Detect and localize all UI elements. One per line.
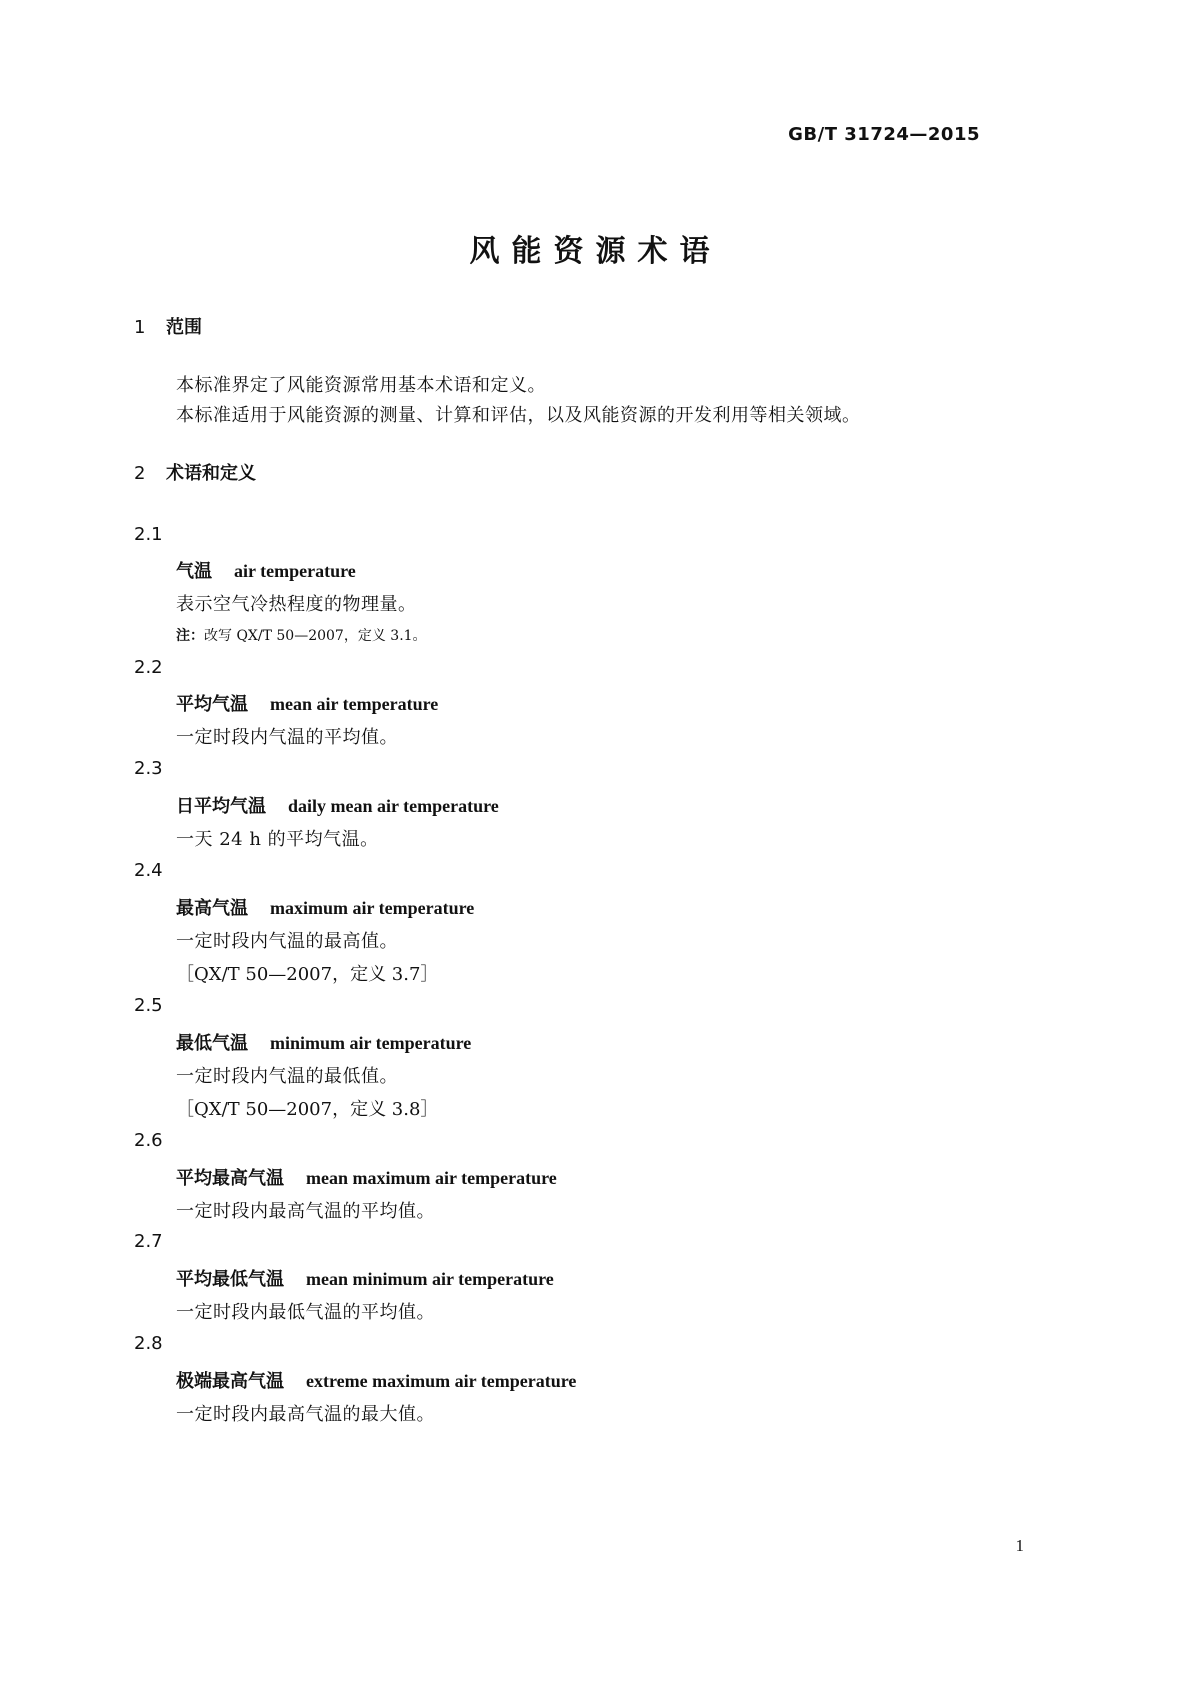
term-number: 2.5: [134, 995, 163, 1016]
term-heading: [176, 1367, 576, 1393]
term-chinese: 极端最高气温: [176, 1371, 284, 1392]
term-chinese: 最低气温: [176, 1033, 248, 1054]
term-source: ［QX/T 50—2007，定义 3.7］: [176, 964, 439, 985]
section-number: 1: [134, 317, 146, 338]
term-definition: 一定时段内气温的平均值。: [176, 727, 398, 748]
term-definition: 一定时段内气温的最高值。: [176, 931, 398, 952]
term-chinese: 气温: [176, 561, 212, 582]
term-english: mean minimum air temperature: [306, 1269, 554, 1289]
term-heading: [176, 557, 356, 583]
term-definition: 一定时段内气温的最低值。: [176, 1066, 398, 1087]
term-number: 2.4: [134, 860, 163, 881]
term-english: daily mean air temperature: [288, 796, 499, 816]
section-heading-scope: [134, 313, 202, 339]
term-note: [176, 625, 427, 645]
term-chinese: 平均气温: [176, 694, 248, 715]
term-number: 2.6: [134, 1130, 163, 1151]
note-text: 改写 QX/T 50—2007，定义 3.1。: [204, 628, 427, 644]
section-title: 范围: [166, 317, 202, 338]
term-english: maximum air temperature: [270, 898, 475, 918]
term-number: 2.7: [134, 1231, 163, 1252]
note-label: 注：: [176, 628, 204, 644]
term-heading: [176, 894, 474, 920]
term-heading: [176, 690, 438, 716]
term-definition: 表示空气冷热程度的物理量。: [176, 594, 417, 615]
term-definition: 一定时段内最低气温的平均值。: [176, 1302, 435, 1323]
scope-paragraph-2: 本标准适用于风能资源的测量、计算和评估，以及风能资源的开发利用等相关领域。: [176, 405, 861, 426]
term-english: mean maximum air temperature: [306, 1168, 557, 1188]
term-chinese: 平均最高气温: [176, 1168, 284, 1189]
term-chinese: 最高气温: [176, 898, 248, 919]
term-english: minimum air temperature: [270, 1033, 472, 1053]
term-definition: 一定时段内最高气温的平均值。: [176, 1201, 435, 1222]
term-heading: [176, 1265, 554, 1291]
section-title: 术语和定义: [166, 463, 256, 484]
term-heading: [176, 792, 499, 818]
page-number: 1: [1015, 1536, 1024, 1555]
page-title: 风能资源术语: [469, 234, 722, 269]
standard-code: GB/T 31724—2015: [788, 124, 980, 145]
term-english: air temperature: [234, 561, 356, 581]
term-chinese: 日平均气温: [176, 796, 266, 817]
term-number: 2.3: [134, 758, 163, 779]
section-heading-terms: [134, 459, 256, 485]
term-english: mean air temperature: [270, 694, 439, 714]
term-heading: [176, 1164, 557, 1190]
term-english: extreme maximum air temperature: [306, 1371, 577, 1391]
term-number: 2.2: [134, 657, 163, 678]
term-chinese: 平均最低气温: [176, 1269, 284, 1290]
section-number: 2: [134, 463, 146, 484]
term-number: 2.8: [134, 1333, 163, 1354]
term-source: ［QX/T 50—2007，定义 3.8］: [176, 1099, 439, 1120]
term-definition: 一定时段内最高气温的最大值。: [176, 1404, 435, 1425]
term-heading: [176, 1029, 471, 1055]
term-number: 2.1: [134, 524, 163, 545]
scope-paragraph-1: 本标准界定了风能资源常用基本术语和定义。: [176, 375, 546, 396]
term-definition: 一天 24 h 的平均气温。: [176, 829, 379, 850]
